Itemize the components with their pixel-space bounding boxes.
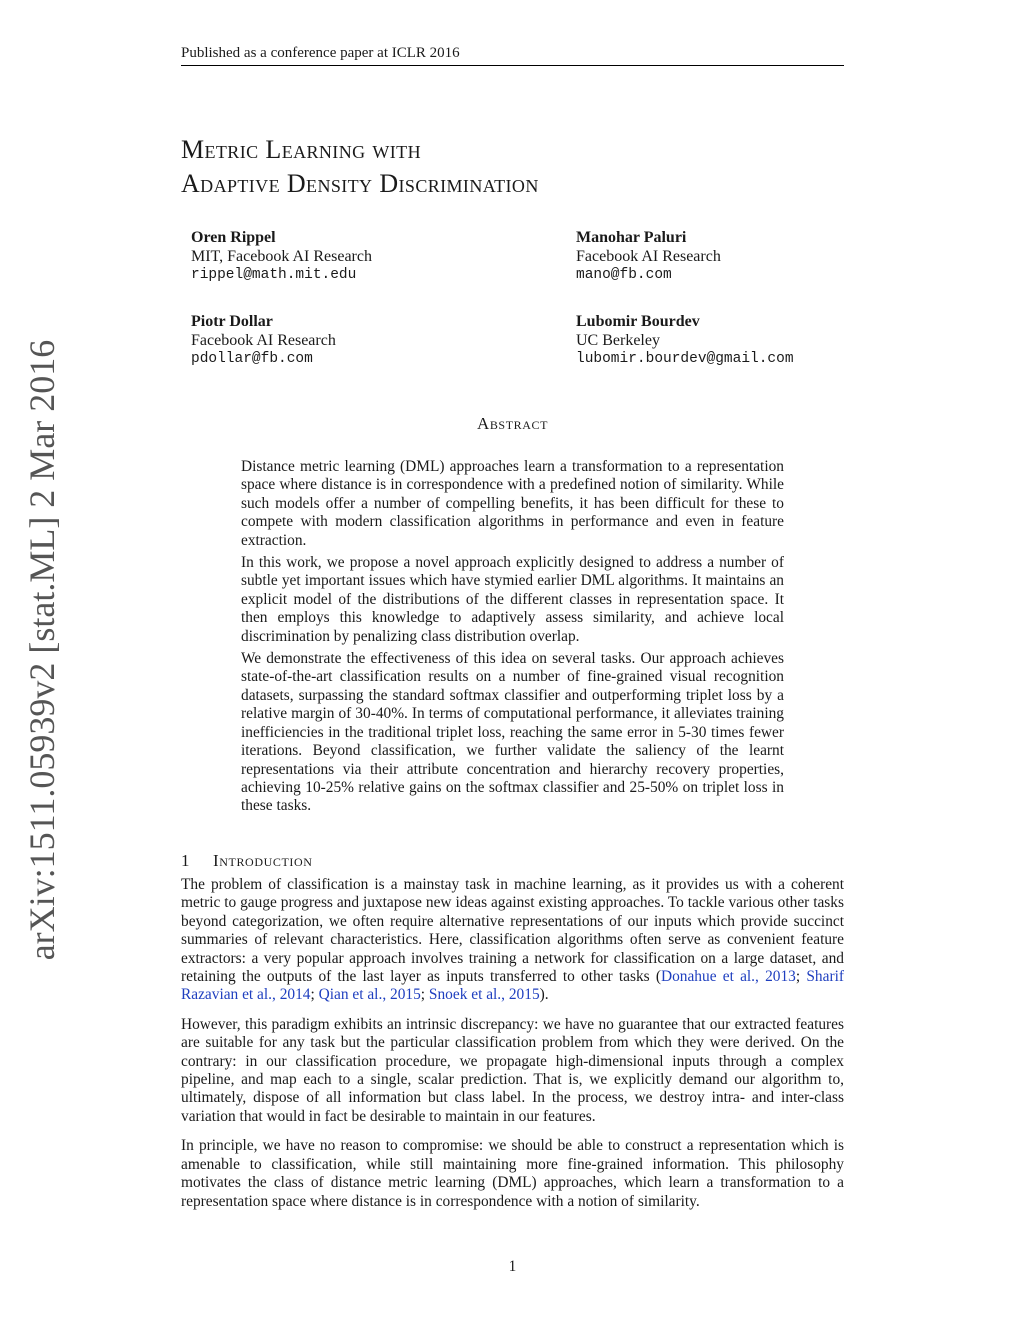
citation-link[interactable]: Snoek et al., 2015 [428,986,540,1004]
author-affiliation: MIT, Facebook AI Research [191,248,372,265]
author-name: Lubomir Bourdev [576,313,700,330]
author-email[interactable]: pdollar@fb.com [191,351,313,367]
author-affiliation: Facebook AI Research [576,248,721,265]
author-name: Oren Rippel [191,229,276,246]
author-block [191,312,336,369]
abstract-paragraph: Distance metric learning (DML) approaches learn a transformation to a representation space where distance is in correspondence with a predefined notion of similarity. While such models offer a number of compelling benefits, it has been difficult for these to compete with modern classification algorithms in performance and even in feature extraction. [241,458,784,549]
body-paragraph: In principle, we have no reason to compromise: we should be able to construct a representation which is amenable to classification, while still maintaining more fine-grained information. This philosophy motivates the class of distance metric learning (DML) approaches, which learn a transformation to a representation space where distance is in correspondence with a notion of similarity. [181,1137,844,1210]
paper-title [181,133,844,201]
author-block [576,312,794,369]
paragraph-text: The problem of classification is a mainstay task in machine learning, as it provides us with a coherent metric to gauge progress and juxtapose new ideas against existing approaches. To tackle various other tasks beyond categorization, we often require alternative representations of our inputs which provide succinct summaries of relevant characteristics. Here, classification algorithms often serve as convenient feature extractors: a very popular approach involves training a network for classification on a large dataset, and retaining the outputs of the last layer as inputs transferred to other tasks ( [181,876,844,986]
paragraph-text: ). [539,986,549,1004]
author-affiliation: Facebook AI Research [191,332,336,349]
running-header: Published as a conference paper at ICLR 2016 [181,44,844,66]
section-number: 1 [181,851,191,870]
title-line-2: Adaptive Density Discrimination [181,169,539,198]
body-paragraph: However, this paradigm exhibits an intrinsic discrepancy: we have no guarantee that our extracted features are suitable for any task but the particular classification problem from which they were derived. On the contrary: in our classification procedure, we propagate high-dimensional inputs through a complex pipeline, and map each to a single, scalar prediction. That is, we explicitly demand our algorithm to, ultimately, dispose of all information but class label. In the process, we destroy intra- and inter-class variation that would in fact be desirable to maintain in our features. [181,1015,844,1125]
abstract-paragraph: We demonstrate the effectiveness of this idea on several tasks. Our approach achieves state-of-the-art classification results on a number of fine-grained visual recognition datasets, surpassing the standard softmax classifier and outperforming triplet loss by a relative margin of 30-40%. In terms of computational performance, it alleviates training inefficiencies in the traditional triplet loss, reaching the same error in 5-30 times fewer iterations. Beyond classification, we further validate the saliency of the learnt representations via their attribute concentration and hierarchy recovery properties, achieving 10-25% relative gains on the softmax classifier and 25-50% on triplet loss in these tasks. [241,650,784,815]
title-line-1: Metric Learning with [181,135,421,164]
author-affiliation: UC Berkeley [576,332,660,349]
author-email[interactable]: mano@fb.com [576,267,672,283]
citation-link[interactable]: Donahue et al., 2013 [660,968,796,986]
section-title: Introduction [213,851,313,870]
page-number: 1 [508,1258,517,1275]
author-name: Piotr Dollar [191,313,273,330]
citation-link[interactable]: Qian et al., 2015 [318,986,421,1004]
author-name: Manohar Paluri [576,229,687,246]
author-email[interactable]: lubomir.bourdev@gmail.com [576,351,794,367]
author-email[interactable]: rippel@math.mit.edu [191,267,357,283]
abstract-body [241,458,784,816]
abstract-paragraph: In this work, we propose a novel approach explicitly designed to address a number of subtle yet important issues which have stymied earlier DML algorithms. It maintains an explicit model of the distributions of the different classes in representation space. It then employs this knowledge to adaptively assess similarity, and achieve local discrimination by penalizing class distribution overlap. [241,554,784,645]
abstract-heading: Abstract [476,414,549,433]
author-block [576,228,721,285]
author-block [191,228,372,285]
citation-link[interactable]: Sharif Razavian et al., 2014 [181,968,844,1004]
arxiv-identifier: arXiv:1511.05939v2 [stat.ML] 2 Mar 2016 [22,339,62,961]
introduction-body [181,865,844,1211]
body-paragraph: The problem of classification is a mainstay task in machine learning, as it provides us with a coherent metric to gauge progress and juxtapose new ideas against existing approaches. To tackle various other tasks beyond categorization, we often require alternative representations of our inputs which provide succinct summaries of relevant characteristics. Here, classification algorithms often serve as convenient feature extractors: a very popular approach involves training a network for classification on a large dataset, and retaining the outputs of the last layer as inputs transferred to other tasks (Donahue et al., 2013; Sharif Razavian et al., 2014; Qian et al., 2015; Snoek et al., 2015). [181,876,844,1004]
